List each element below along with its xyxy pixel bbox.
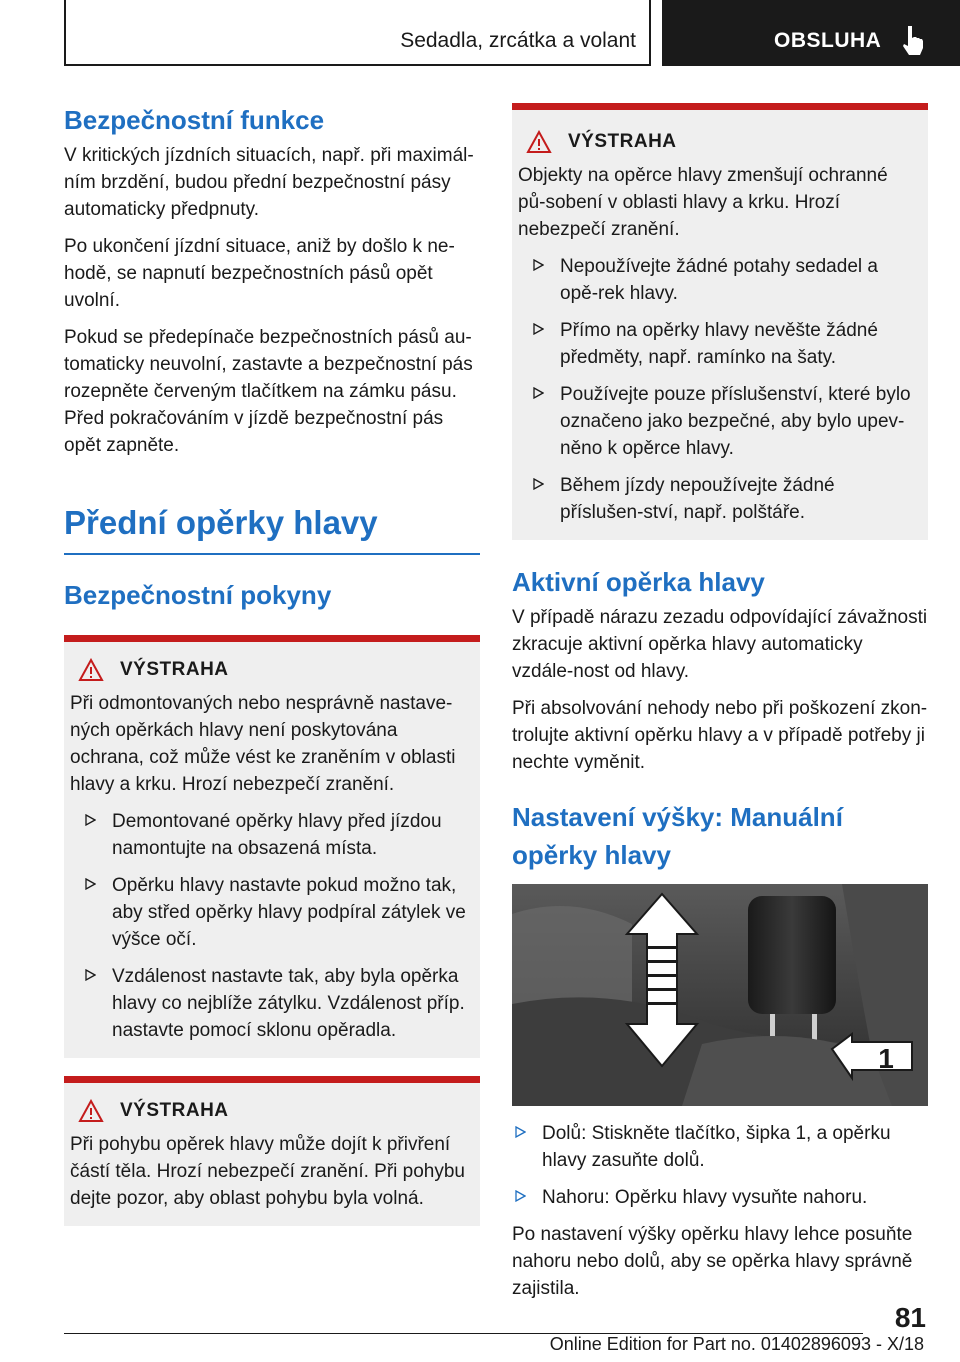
- warning-title: VÝSTRAHA: [70, 656, 470, 684]
- right-column: [512, 103, 928, 1302]
- safety-functions-heading: Bezpečnostní funkce: [64, 105, 325, 135]
- chapter-heading: Přední opěrky hlavy: [64, 504, 378, 541]
- list-item: Opěrku hlavy nastavte pokud možno tak, aby střed opěrky hlavy podpíral zátylek ve výšce očí.: [70, 872, 470, 953]
- page-number: 81: [894, 1302, 926, 1333]
- arrow-bullet-icon: [84, 878, 96, 890]
- photo-callout-number: 1: [878, 1043, 894, 1074]
- arrow-bullet-icon: [532, 323, 544, 335]
- list-item: Vzdálenost nastavte tak, aby byla opěrka hlavy co nejblíže zátylku. Vzdálenost příp. nastavte pomocí sklonu opěradla.: [70, 963, 470, 1044]
- chapter-heading-rule: [64, 553, 480, 555]
- headrest-photo: [512, 884, 928, 1106]
- safety-paragraph-1: V kritických jízdních situacích, např. při maximál-ním brzdění, budou přední bezpečnostní pásy automaticky předpnuty.: [64, 145, 474, 220]
- warning-title: VÝSTRAHA: [70, 1097, 470, 1125]
- header-divider: [649, 0, 651, 66]
- warning-text: Při pohybu opěrek hlavy může dojít k přivření částí těla. Hrozí nebezpečí zranění. Při pohybu dejte pozor, aby oblast pohybu byla volná.: [70, 1133, 465, 1209]
- safety-paragraph-3: Pokud se předepínače bezpečnostních pásů au-tomaticky neuvolní, zastavte a bezpečnostní pás rozepněte červeným tlačítkem na zámku pásu. Před pokračováním v jízdě bezpečnostní pás opět zapněte.: [64, 327, 473, 456]
- warning-text: Při odmontovaných nebo nesprávně nastave-ných opěrkách hlavy není poskytována ochrana, což může vést ke zraněním v oblasti hlavy a krku. Hrozí nebezpečí zranění.: [70, 692, 456, 795]
- list-item: Přímo na opěrky hlavy nevěšte žádné předměty, např. ramínko na šaty.: [518, 317, 918, 371]
- arrow-bullet-icon: [532, 478, 544, 490]
- warning-text: Objekty na opěrce hlavy zmenšují ochranné pů-sobení v oblasti hlavy a krku. Hrozí nebezpečí zranění.: [518, 165, 888, 240]
- arrow-bullet-icon: [532, 259, 544, 271]
- chapter-title: Sedadla, zrcátka a volant: [400, 29, 636, 52]
- height-paragraph: Po nastavení výšky opěrku hlavy lehce posuňte nahoru nebo dolů, aby se opěrka hlavy správně zajistila.: [512, 1224, 913, 1299]
- warning-box-3: [512, 103, 928, 540]
- warning-box-2: [64, 1076, 480, 1226]
- warning-box-1: [64, 635, 480, 1058]
- header-left-rule: [64, 0, 66, 66]
- section-label: OBSLUHA: [774, 29, 882, 52]
- pointing-hand-icon: [899, 24, 925, 56]
- list-item: Nahoru: Opěrku hlavy vysuňte nahoru.: [512, 1184, 928, 1211]
- list-item: Demontované opěrky hlavy před jízdou namontujte na obsazená místa.: [70, 808, 470, 862]
- headrest-illustration: [512, 884, 928, 1106]
- list-item: Nepoužívejte žádné potahy sedadel a opě-rek hlavy.: [518, 253, 918, 307]
- list-item: Dolů: Stiskněte tlačítko, šipka 1, a opěrku hlavy zasuňte dolů.: [512, 1120, 928, 1174]
- left-column: [64, 100, 480, 1226]
- arrow-bullet-icon: [514, 1126, 526, 1138]
- active-paragraph-2: Při absolvování nehody nebo při poškození zkon-trolujte aktivní opěrku hlavy a v případě potřeby ji nechte vyměnit.: [512, 698, 928, 773]
- active-paragraph-1: V případě nárazu zezadu odpovídající závažnosti zkracuje aktivní opěrka hlavy automaticky vzdále-nost od hlavy.: [512, 607, 928, 682]
- warning-triangle-icon: [526, 130, 552, 154]
- warning-title: VÝSTRAHA: [518, 128, 918, 156]
- warning-list: [518, 253, 918, 526]
- warning-list: [70, 808, 470, 1044]
- height-adjust-heading: Nastavení výšky: Manuální opěrky hlavy: [512, 802, 843, 870]
- active-headrest-heading: Aktivní opěrka hlavy: [512, 567, 765, 597]
- arrow-bullet-icon: [84, 969, 96, 981]
- list-item: Během jízdy nepoužívejte žádné příslušen-ství, např. polštáře.: [518, 472, 918, 526]
- warning-triangle-icon: [78, 1099, 104, 1123]
- safety-notes-heading: Bezpečnostní pokyny: [64, 579, 332, 610]
- list-item: Používejte pouze příslušenství, které bylo označeno jako bezpečné, aby bylo upev-něno k opěrce hlavy.: [518, 381, 918, 462]
- safety-paragraph-2: Po ukončení jízdní situace, aniž by došlo k ne-hodě, se napnutí bezpečnostních pásů opět uvolní.: [64, 236, 455, 311]
- section-tab: [662, 0, 960, 66]
- arrow-bullet-icon: [514, 1190, 526, 1202]
- arrow-bullet-icon: [532, 387, 544, 399]
- edition-footer: Online Edition for Part no. 01402896093 - X/18: [549, 1334, 924, 1354]
- header-bottom-rule: [64, 64, 650, 66]
- height-list: [512, 1120, 928, 1211]
- arrow-bullet-icon: [84, 814, 96, 826]
- warning-triangle-icon: [78, 658, 104, 682]
